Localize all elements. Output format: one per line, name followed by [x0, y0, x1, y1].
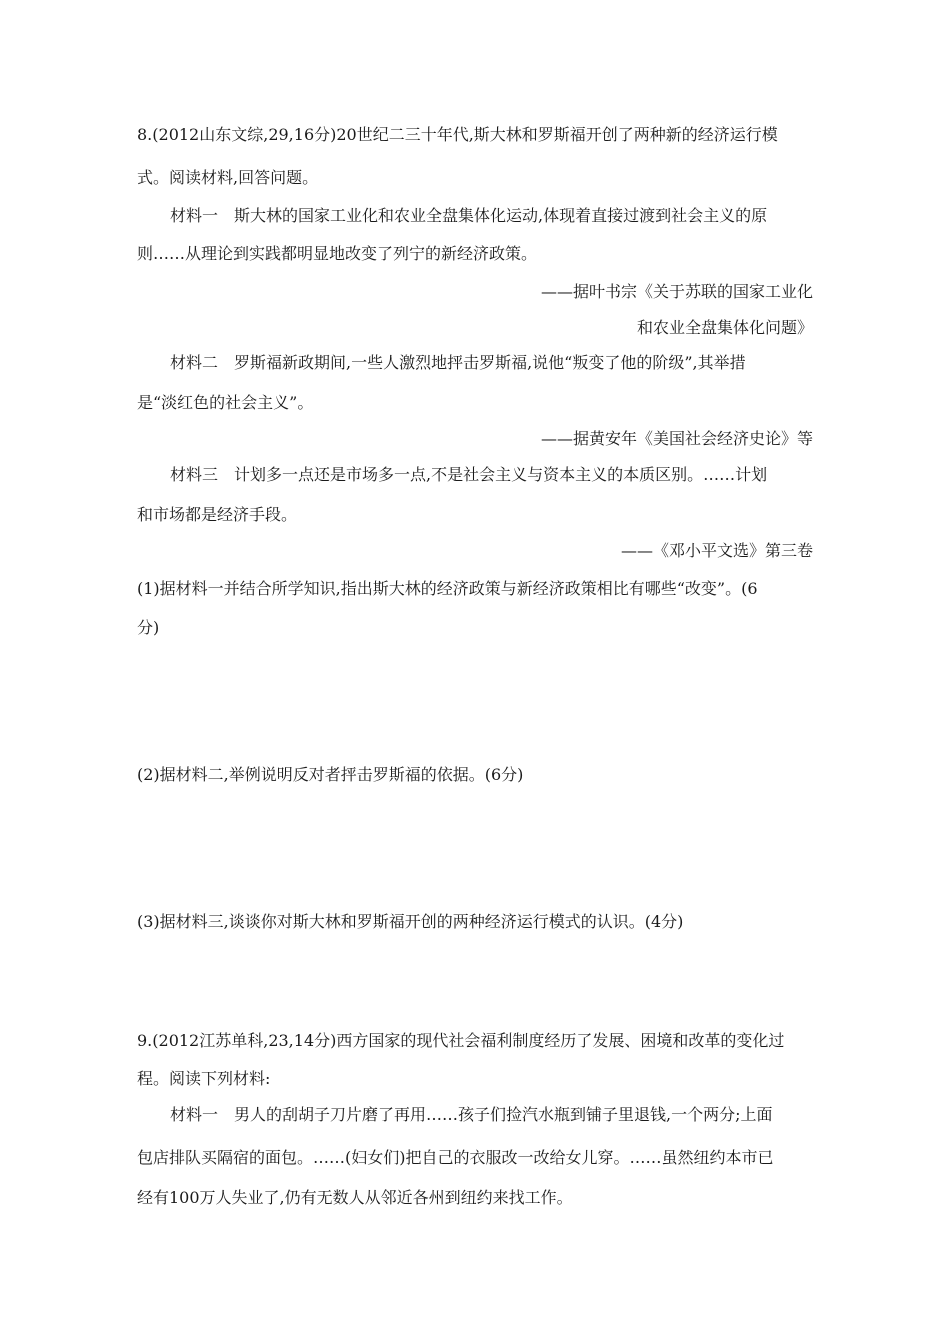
- q8-stem-line-1: 8.(2012山东文综,29,16分)20世纪二三十年代,斯大林和罗斯福开创了两种新的经济运行模: [137, 125, 778, 144]
- q8-material-2-line-2: 是“淡红色的社会主义”。: [137, 393, 314, 412]
- q8-material-3-line-1: 材料三 计划多一点还是市场多一点,不是社会主义与资本主义的本质区别。……计划: [170, 465, 768, 484]
- q8-subquestion-3: (3)据材料三,谈谈你对斯大林和罗斯福开创的两种经济运行模式的认识。(4分): [137, 912, 684, 931]
- q9-material-1-line-2: 包店排队买隔宿的面包。……(妇女们)把自己的衣服改一改给女儿穿。……虽然纽约本市已: [137, 1148, 774, 1167]
- q8-subquestion-1-line-2: 分): [137, 618, 160, 637]
- q8-material-1-line-1: 材料一 斯大林的国家工业化和农业全盘集体化运动,体现着直接过渡到社会主义的原: [170, 206, 768, 225]
- q9-material-1-line-3: 经有100万人失业了,仍有无数人从邻近各州到纽约来找工作。: [137, 1188, 573, 1207]
- q8-material-3-line-2: 和市场都是经济手段。: [137, 505, 298, 524]
- q8-subquestion-2: (2)据材料二,举例说明反对者抨击罗斯福的依据。(6分): [137, 765, 524, 784]
- q8-material-1-source-line-1: ——据叶书宗《关于苏联的国家工业化: [540, 282, 813, 301]
- q8-material-2-source: ——据黄安年《美国社会经济史论》等: [540, 429, 813, 448]
- q8-material-1-source-line-2: 和农业全盘集体化问题》: [636, 318, 813, 337]
- q9-stem-line-2: 程。阅读下列材料:: [137, 1069, 271, 1088]
- q8-material-2-line-1: 材料二 罗斯福新政期间,一些人激烈地抨击罗斯福,说他“叛变了他的阶级”,其举措: [170, 353, 746, 372]
- q8-material-3-source: ——《邓小平文选》第三卷: [620, 541, 813, 560]
- q9-stem-line-1: 9.(2012江苏单科,23,14分)西方国家的现代社会福利制度经历了发展、困境和改革的变化过: [137, 1031, 785, 1050]
- q9-material-1-line-1: 材料一 男人的刮胡子刀片磨了再用……孩子们捡汽水瓶到铺子里退钱,一个两分;上面: [170, 1105, 773, 1124]
- q8-stem-line-2: 式。阅读材料,回答问题。: [137, 168, 319, 187]
- q8-material-1-line-2: 则……从理论到实践都明显地改变了列宁的新经济政策。: [137, 244, 538, 263]
- q8-subquestion-1-line-1: (1)据材料一并结合所学知识,指出斯大林的经济政策与新经济政策相比有哪些“改变”。(6: [137, 579, 758, 598]
